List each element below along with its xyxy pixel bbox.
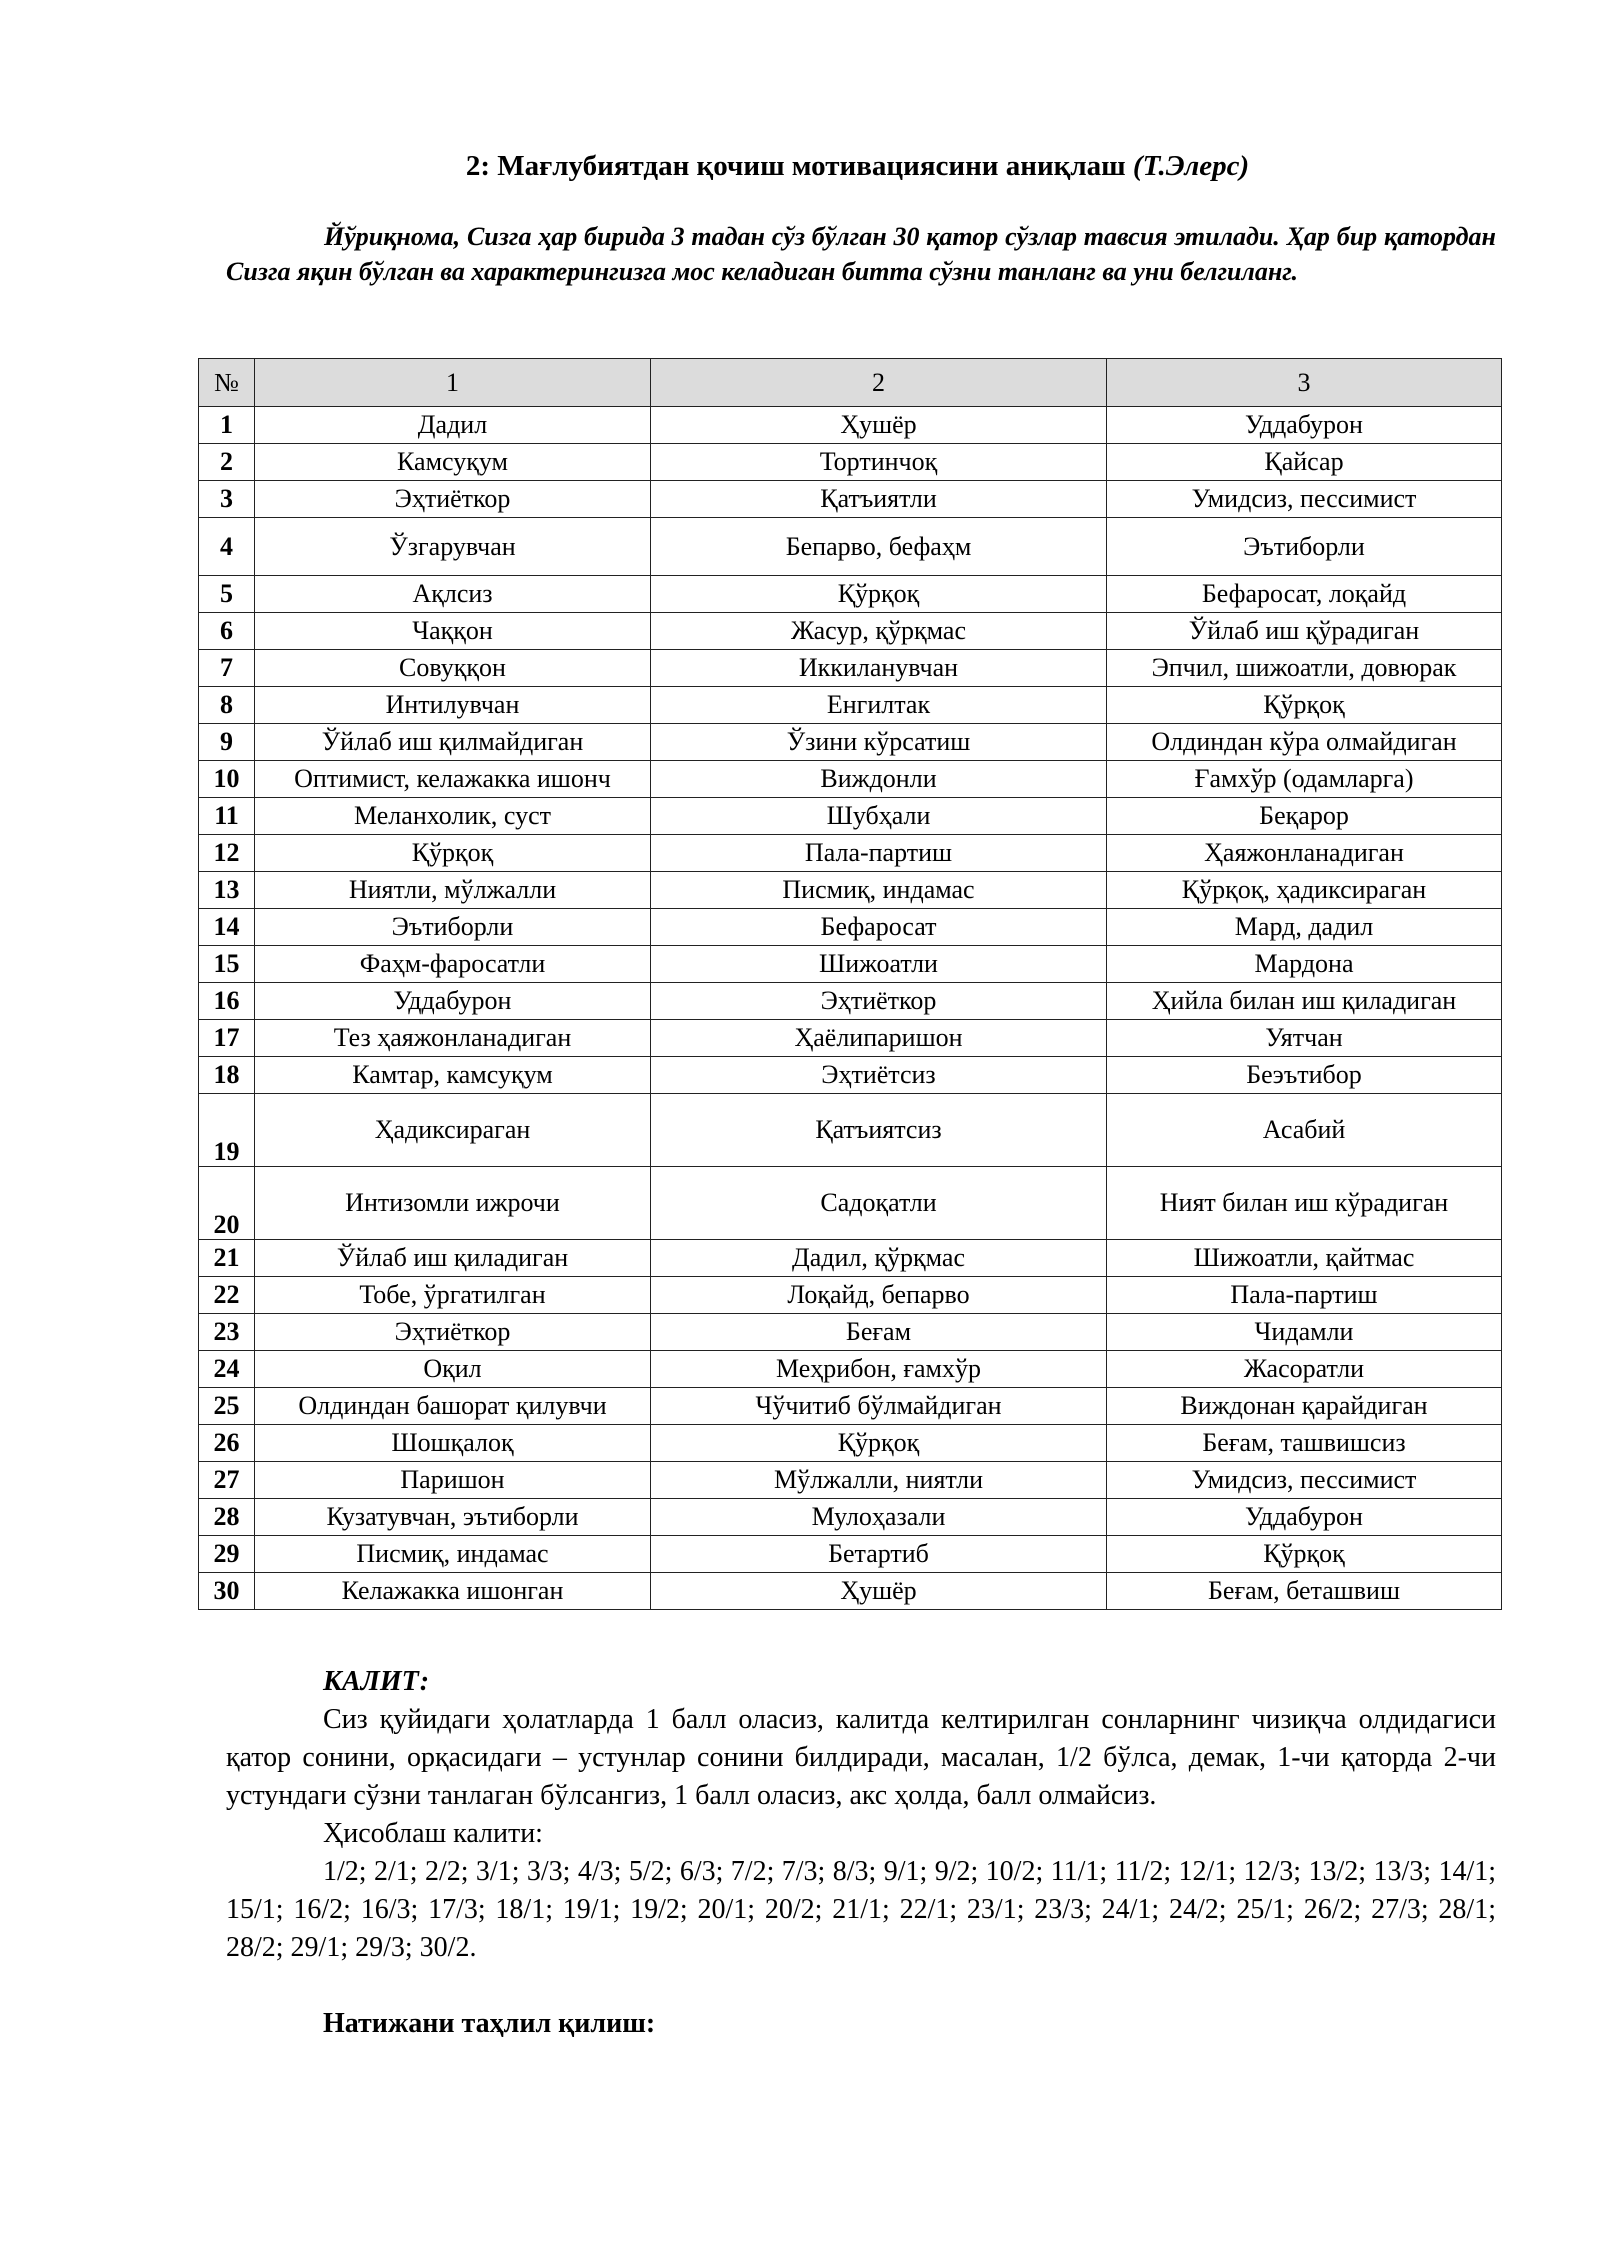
word-cell-col-3: Мард, дадил [1107, 909, 1502, 946]
table-row [199, 1057, 1502, 1094]
table-row [199, 444, 1502, 481]
word-cell-col-2: Бепарво, бефаҳм [651, 518, 1107, 576]
table-row [199, 1351, 1502, 1388]
word-cell-col-3: Қўрқоқ [1107, 687, 1502, 724]
word-cell-col-1: Совуққон [255, 650, 651, 687]
table-row [199, 761, 1502, 798]
calc-key-label: Ҳисоблаш калити: [323, 1818, 543, 1849]
row-number-cell: 24 [199, 1351, 255, 1388]
word-cell-col-2: Беғам [651, 1314, 1107, 1351]
row-number-cell: 13 [199, 872, 255, 909]
word-cell-col-3: Беғам, ташвишсиз [1107, 1425, 1502, 1462]
word-cell-col-3: Виждонан қарайдиган [1107, 1388, 1502, 1425]
table-row [199, 1462, 1502, 1499]
questionnaire-table [198, 358, 1502, 1610]
word-cell-col-1: Ўзгарувчан [255, 518, 651, 576]
row-number-cell: 18 [199, 1057, 255, 1094]
row-number-cell: 15 [199, 946, 255, 983]
word-cell-col-3: Мардона [1107, 946, 1502, 983]
results-heading: Натижани таҳлил қилиш: [323, 2008, 656, 2039]
table-body [199, 407, 1502, 1610]
word-cell-col-2: Енгилтак [651, 687, 1107, 724]
word-cell-col-2: Лоқайд, бепарво [651, 1277, 1107, 1314]
word-cell-col-1: Ниятли, мўлжалли [255, 872, 651, 909]
row-number-cell: 2 [199, 444, 255, 481]
table-row [199, 1573, 1502, 1610]
spacer [226, 1967, 1496, 2005]
word-cell-col-2: Меҳрибон, ғамхўр [651, 1351, 1107, 1388]
word-cell-col-3: Уддабурон [1107, 407, 1502, 444]
word-cell-col-2: Бефаросат [651, 909, 1107, 946]
word-cell-col-2: Эҳтиётсиз [651, 1057, 1107, 1094]
word-cell-col-1: Шошқалоқ [255, 1425, 651, 1462]
table-row [199, 872, 1502, 909]
word-cell-col-3: Жасоратли [1107, 1351, 1502, 1388]
word-cell-col-1: Эҳтиёткор [255, 1314, 651, 1351]
word-cell-col-3: Қўрқоқ [1107, 1536, 1502, 1573]
row-number-cell: 4 [199, 518, 255, 576]
word-cell-col-3: Бефаросат, лоқайд [1107, 576, 1502, 613]
table-row [199, 518, 1502, 576]
word-cell-col-2: Ҳушёр [651, 1573, 1107, 1610]
table-row [199, 909, 1502, 946]
word-cell-col-2: Виждонли [651, 761, 1107, 798]
row-number-cell: 1 [199, 407, 255, 444]
word-cell-col-1: Интизомли ижрочи [255, 1167, 651, 1240]
table-row [199, 835, 1502, 872]
word-cell-col-3: Шижоатли, қайтмас [1107, 1240, 1502, 1277]
key-description: Сиз қуйидаги ҳолатларда 1 балл оласиз, калитда келтирилган сонларнинг чизиқча олдидагиси қатор сонини, орқасидаги – устунлар сонини билдиради, масалан, 1/2 бўлса, демак, 1-чи қаторда 2-чи устундаги сўзни танлаган бўлсангиз, 1 балл оласиз, акс ҳолда, балл олмайсиз. [226, 1704, 1496, 1811]
row-number-cell: 23 [199, 1314, 255, 1351]
table-row [199, 1240, 1502, 1277]
table-row [199, 1020, 1502, 1057]
calc-key-values: 1/2; 2/1; 2/2; 3/1; 3/3; 4/3; 5/2; 6/3; 7/2; 7/3; 8/3; 9/1; 9/2; 10/2; 11/1; 11/2; 12/1; 12/3; 13/2; 13/3; 14/1; 15/1; 16/2; 16/3; 17/3; 18/1; 19/1; 19/2; 20/1; 20/2; 21/1; 22/1; 23/1; 23/3; 24/1; 24/2; 25/1; 26/2; 27/3; 28/1; 28/2; 29/1; 29/3; 30/2. [226, 1856, 1496, 1963]
word-cell-col-1: Камтар, камсуқум [255, 1057, 651, 1094]
row-number-cell: 11 [199, 798, 255, 835]
table-row [199, 1094, 1502, 1167]
word-cell-col-2: Пала-партиш [651, 835, 1107, 872]
table-row [199, 613, 1502, 650]
title-author: (Т.Элерс) [1132, 150, 1250, 182]
key-heading: КАЛИТ: [323, 1666, 430, 1697]
word-cell-col-3: Эпчил, шижоатли, довюрак [1107, 650, 1502, 687]
row-number-cell: 25 [199, 1388, 255, 1425]
table-row [199, 1425, 1502, 1462]
row-number-cell: 27 [199, 1462, 255, 1499]
row-number-cell: 3 [199, 481, 255, 518]
word-cell-col-3: Беэътибор [1107, 1057, 1502, 1094]
word-cell-col-2: Бетартиб [651, 1536, 1107, 1573]
word-cell-col-1: Интилувчан [255, 687, 651, 724]
table-row [199, 481, 1502, 518]
row-number-cell: 20 [199, 1167, 255, 1240]
word-cell-col-3: Беқарор [1107, 798, 1502, 835]
word-cell-col-2: Эҳтиёткор [651, 983, 1107, 1020]
table-row [199, 1277, 1502, 1314]
table-header-row [199, 359, 1502, 407]
word-cell-col-1: Фаҳм-фаросатли [255, 946, 651, 983]
word-cell-col-3: Умидсиз, пессимист [1107, 1462, 1502, 1499]
word-cell-col-3: Беғам, беташвиш [1107, 1573, 1502, 1610]
row-number-cell: 21 [199, 1240, 255, 1277]
header-column-3: 3 [1107, 359, 1502, 407]
header-column-1: 1 [255, 359, 651, 407]
word-cell-col-1: Оптимист, келажакка ишонч [255, 761, 651, 798]
word-cell-col-1: Эҳтиёткор [255, 481, 651, 518]
row-number-cell: 6 [199, 613, 255, 650]
word-cell-col-3: Олдиндан кўра олмайдиган [1107, 724, 1502, 761]
row-number-cell: 10 [199, 761, 255, 798]
word-cell-col-1: Ўйлаб иш қиладиган [255, 1240, 651, 1277]
word-cell-col-1: Эътиборли [255, 909, 651, 946]
word-cell-col-1: Ақлсиз [255, 576, 651, 613]
table-row [199, 1499, 1502, 1536]
word-cell-col-1: Чаққон [255, 613, 651, 650]
word-cell-col-2: Мўлжалли, ниятли [651, 1462, 1107, 1499]
row-number-cell: 19 [199, 1094, 255, 1167]
word-cell-col-2: Ўзини кўрсатиш [651, 724, 1107, 761]
word-cell-col-2: Писмиқ, индамас [651, 872, 1107, 909]
word-cell-col-2: Иккиланувчан [651, 650, 1107, 687]
header-column-2: 2 [651, 359, 1107, 407]
word-cell-col-2: Ҳушёр [651, 407, 1107, 444]
row-number-cell: 30 [199, 1573, 255, 1610]
word-cell-col-2: Ҳаёлипаришон [651, 1020, 1107, 1057]
row-number-cell: 8 [199, 687, 255, 724]
word-cell-col-1: Ўйлаб иш қилмайдиган [255, 724, 651, 761]
table-row [199, 983, 1502, 1020]
word-cell-col-2: Чўчитиб бўлмайдиган [651, 1388, 1107, 1425]
word-cell-col-3: Эътиборли [1107, 518, 1502, 576]
word-cell-col-3: Ғамхўр (одамларга) [1107, 761, 1502, 798]
word-cell-col-2: Мулоҳазали [651, 1499, 1107, 1536]
word-cell-col-1: Оқил [255, 1351, 651, 1388]
table-row [199, 1536, 1502, 1573]
word-cell-col-1: Қўрқоқ [255, 835, 651, 872]
word-cell-col-2: Тортинчоқ [651, 444, 1107, 481]
word-cell-col-1: Олдиндан башорат қилувчи [255, 1388, 651, 1425]
table-row [199, 1388, 1502, 1425]
word-cell-col-1: Тез ҳаяжонланадиган [255, 1020, 651, 1057]
word-cell-col-1: Ҳадиксираган [255, 1094, 651, 1167]
word-cell-col-1: Тобе, ўргатилган [255, 1277, 651, 1314]
row-number-cell: 22 [199, 1277, 255, 1314]
word-cell-col-2: Дадил, қўрқмас [651, 1240, 1107, 1277]
word-cell-col-1: Кузатувчан, эътиборли [255, 1499, 651, 1536]
row-number-cell: 26 [199, 1425, 255, 1462]
row-number-cell: 14 [199, 909, 255, 946]
word-cell-col-1: Дадил [255, 407, 651, 444]
row-number-cell: 7 [199, 650, 255, 687]
table-row [199, 798, 1502, 835]
table-row [199, 576, 1502, 613]
word-cell-col-3: Қайсар [1107, 444, 1502, 481]
row-number-cell: 16 [199, 983, 255, 1020]
table-row [199, 724, 1502, 761]
table-row [199, 1167, 1502, 1240]
word-cell-col-3: Асабий [1107, 1094, 1502, 1167]
title-text: 2: Мағлубиятдан қочиш мотивациясини аниқлаш [465, 150, 1126, 182]
word-cell-col-2: Қўрқоқ [651, 1425, 1107, 1462]
table-row [199, 1314, 1502, 1351]
word-cell-col-1: Келажакка ишонган [255, 1573, 651, 1610]
instruction-paragraph: Йўриқнома, Сизга ҳар бирида 3 тадан сўз бўлган 30 қатор сўзлар тавсия этилади. Ҳар бир қатордан Сизга яқин бўлган ва характерингизга мос келадиган битта сўзни танланг ва уни белгиланг. [226, 222, 1496, 286]
word-cell-col-3: Уятчан [1107, 1020, 1502, 1057]
row-number-cell: 9 [199, 724, 255, 761]
row-number-cell: 5 [199, 576, 255, 613]
word-cell-col-3: Умидсиз, пессимист [1107, 481, 1502, 518]
word-cell-col-1: Меланхолик, суст [255, 798, 651, 835]
word-cell-col-2: Шубҳали [651, 798, 1107, 835]
word-cell-col-2: Жасур, қўрқмас [651, 613, 1107, 650]
word-cell-col-3: Уддабурон [1107, 1499, 1502, 1536]
word-cell-col-2: Қатъиятсиз [651, 1094, 1107, 1167]
row-number-cell: 12 [199, 835, 255, 872]
word-cell-col-3: Чидамли [1107, 1314, 1502, 1351]
table-row [199, 687, 1502, 724]
row-number-cell: 28 [199, 1499, 255, 1536]
table-row [199, 946, 1502, 983]
word-cell-col-3: Ният билан иш кўрадиган [1107, 1167, 1502, 1240]
word-cell-col-2: Шижоатли [651, 946, 1107, 983]
page-title [0, 150, 1600, 183]
row-number-cell: 29 [199, 1536, 255, 1573]
table-row [199, 650, 1502, 687]
key-section [226, 1663, 1496, 2043]
word-cell-col-3: Ҳаяжонланадиган [1107, 835, 1502, 872]
word-cell-col-2: Қўрқоқ [651, 576, 1107, 613]
word-cell-col-3: Пала-партиш [1107, 1277, 1502, 1314]
word-cell-col-1: Паришон [255, 1462, 651, 1499]
word-cell-col-1: Уддабурон [255, 983, 651, 1020]
word-cell-col-1: Камсуқум [255, 444, 651, 481]
word-cell-col-2: Садоқатли [651, 1167, 1107, 1240]
word-cell-col-1: Писмиқ, индамас [255, 1536, 651, 1573]
word-cell-col-2: Қатъиятли [651, 481, 1107, 518]
word-cell-col-3: Ўйлаб иш қўрадиган [1107, 613, 1502, 650]
header-number: № [199, 359, 255, 407]
word-cell-col-3: Ҳийла билан иш қиладиган [1107, 983, 1502, 1020]
row-number-cell: 17 [199, 1020, 255, 1057]
table-row [199, 407, 1502, 444]
word-cell-col-3: Қўрқоқ, ҳадиксираган [1107, 872, 1502, 909]
